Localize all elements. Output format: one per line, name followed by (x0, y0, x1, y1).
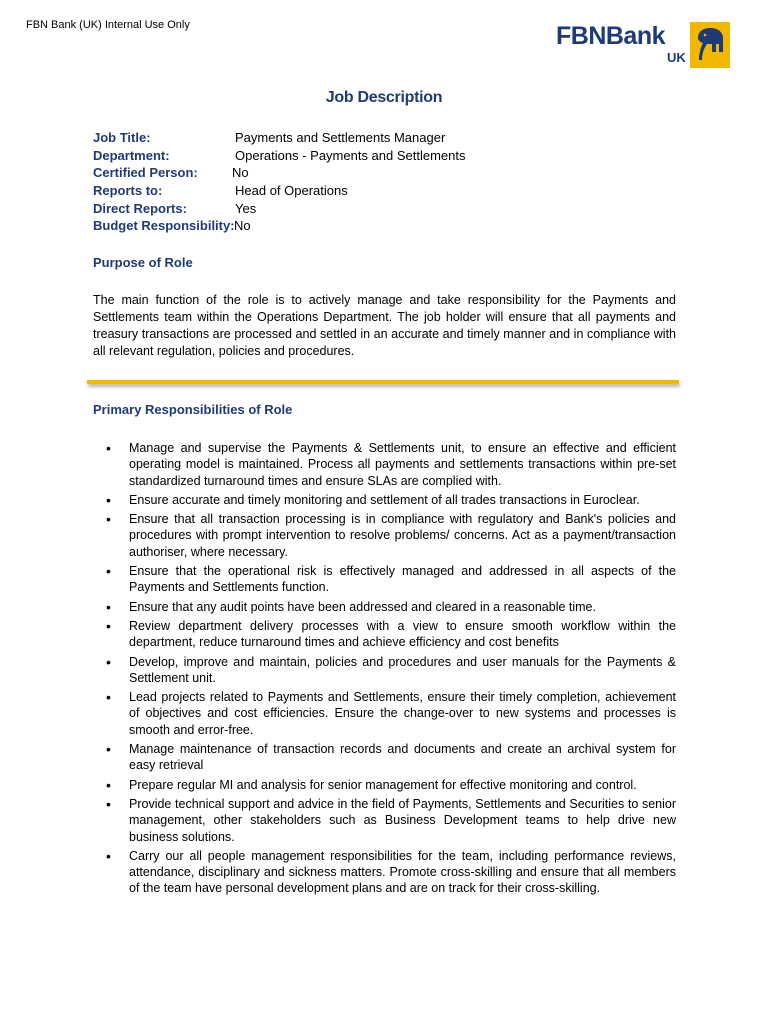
bullet-icon: • (106, 563, 111, 580)
job-title-row (93, 129, 693, 147)
field-label: Job Title: (93, 130, 151, 145)
field-value: No (232, 165, 249, 181)
bullet-icon: • (106, 491, 111, 508)
list-item-text: Manage and supervise the Payments & Settlements unit, to ensure an effective and efficient operating model is maintained. Process all payments and settlements transactions within pre-set standardized turnaround times and ensure SLAs are complied with. (129, 441, 676, 488)
purpose-paragraph: The main function of the role is to actively manage and take responsibility for the Payments and Settlements team within the Operations Department. The job holder will ensure that all payments and treasury transactions are processed and settled in an accurate and timely manner and in compliance with all relevant regulation, policies and procedures. (93, 293, 676, 358)
list-item (100, 511, 676, 560)
responsibilities-heading: Primary Responsibilities of Role (93, 402, 293, 417)
list-item (100, 440, 676, 489)
list-item (100, 741, 676, 774)
list-item (100, 599, 676, 615)
bullet-icon: • (106, 741, 111, 758)
section-divider (87, 380, 679, 384)
list-item (100, 492, 676, 508)
field-value: Yes (235, 200, 257, 216)
purpose-heading: Purpose of Role (93, 255, 193, 270)
list-item (100, 654, 676, 687)
bullet-icon: • (106, 440, 111, 456)
budget-responsibility-row (93, 217, 693, 235)
responsibilities-list (100, 440, 676, 900)
bullet-icon: • (106, 511, 111, 528)
list-item-text: Ensure that all transaction processing is in compliance with regulatory and Bank's policies and procedures with prompt intervention to resolve problems/ concerns. Act as a payment/transaction authoriser, where necessary. (129, 512, 676, 559)
list-item-text: Ensure that any audit points have been addressed and cleared in a reasonable time. (129, 599, 596, 614)
field-value: Head of Operations (235, 183, 348, 199)
fbnbank-logo (556, 22, 731, 74)
field-value: Operations - Payments and Settlements (235, 147, 466, 163)
logo-text: FBNBank (556, 22, 666, 50)
bullet-icon: • (106, 776, 111, 793)
list-item (100, 796, 676, 845)
certified-person-row (93, 164, 693, 182)
list-item (100, 563, 676, 596)
list-item-text: Ensure accurate and timely monitoring and settlement of all trades transactions in Euroclear. (129, 492, 640, 507)
list-item (100, 689, 676, 738)
department-row (93, 147, 693, 165)
field-label: Reports to: (93, 183, 163, 199)
bullet-icon: • (106, 617, 111, 634)
field-label: Budget Responsibility: (93, 218, 235, 234)
elephant-icon (690, 22, 730, 68)
bullet-icon: • (106, 598, 111, 615)
field-label: Certified Person: (93, 165, 198, 181)
bullet-icon: • (106, 653, 111, 670)
list-item-text: Prepare regular MI and analysis for senior management for effective monitoring and control. (129, 777, 637, 792)
field-value: No (234, 218, 251, 234)
field-label: Direct Reports: (93, 200, 187, 216)
list-item-text: Develop, improve and maintain, policies and procedures and user manuals for the Payments & Settlement unit. (129, 654, 676, 685)
list-item-text: Ensure that the operational risk is effectively managed and addressed in all aspects of the Payments and Settlements function. (129, 564, 676, 595)
field-value: Payments and Settlements Manager (235, 130, 446, 145)
field-label: Department: (93, 147, 170, 163)
list-item (100, 618, 676, 651)
page-title: Job Description (325, 89, 443, 106)
list-item-text: Carry our all people management responsibilities for the team, including performance reviews, attendance, disciplinary and sickness matters. Promote cross-skilling and ensure that all members of the team have personal development plans and are on track for their cross-skilling. (129, 848, 676, 896)
list-item (100, 848, 676, 897)
list-item-text: Provide technical support and advice in the field of Payments, Settlements and Securities to senior management, other stakeholders such as Business Development teams to help drive new business solutions. (129, 796, 676, 844)
list-item (100, 777, 676, 793)
list-item-text: Manage maintenance of transaction records and documents and create an archival system for easy retrieval (129, 742, 676, 773)
list-item-text: Lead projects related to Payments and Settlements, ensure their timely completion, achievement of objectives and cost efficiencies. Ensure the change-over to new systems and processes is smooth and error-free. (129, 690, 676, 737)
bullet-icon: • (106, 795, 111, 812)
bullet-icon: • (106, 847, 111, 864)
direct-reports-row (93, 200, 693, 218)
bullet-icon: • (106, 689, 111, 706)
list-item-text: Review department delivery processes with a view to ensure smooth workflow within the department, reduce turnaround times and achieve efficiency and cost benefits (129, 618, 676, 650)
reports-to-row (93, 182, 693, 200)
logo-sub: UK (667, 50, 686, 65)
internal-use-note: FBN Bank (UK) Internal Use Only (26, 19, 190, 31)
job-details (93, 129, 693, 235)
